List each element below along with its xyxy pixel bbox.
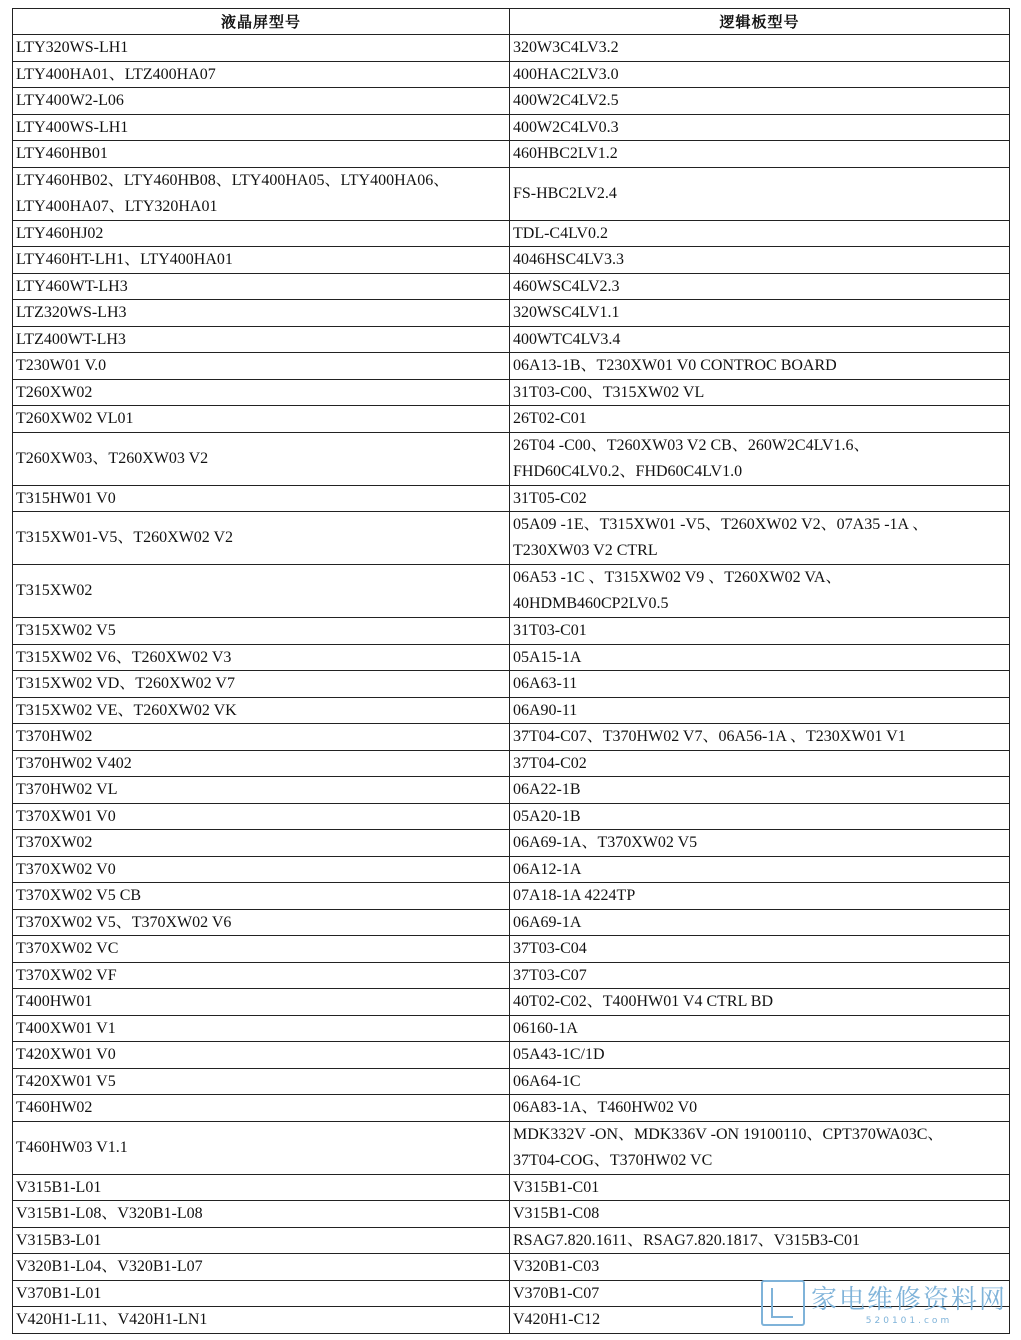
table-row [13, 803, 1010, 830]
panel-model-cell: T370XW02 V0 [13, 856, 510, 883]
board-model-cell: 460WSC4LV2.3 [510, 273, 1010, 300]
board-model-cell: 37T03-C07 [510, 962, 1010, 989]
panel-model-cell: T260XW03、T260XW03 V2 [13, 432, 510, 485]
panel-board-table [12, 8, 1010, 1334]
cell-line: LTY400HA07、LTY320HA01 [16, 197, 218, 215]
board-model-cell: 320WSC4LV1.1 [510, 300, 1010, 327]
table-row [13, 671, 1010, 698]
panel-model-cell: T370XW02 VC [13, 936, 510, 963]
table-row [13, 1042, 1010, 1069]
board-model-cell: 05A20-1B [510, 803, 1010, 830]
cell-line: FHD60C4LV0.2、FHD60C4LV1.0 [513, 462, 743, 480]
table-row [13, 1227, 1010, 1254]
panel-model-cell: T460HW03 V1.1 [13, 1121, 510, 1174]
board-model-cell: 31T03-C01 [510, 618, 1010, 645]
table-row [13, 432, 1010, 485]
board-model-cell: 400WTC4LV3.4 [510, 326, 1010, 353]
panel-model-cell: T315XW02 VE、T260XW02 VK [13, 697, 510, 724]
header-row [13, 9, 1010, 35]
panel-model-cell: T370XW02 [13, 830, 510, 857]
board-model-cell: V315B1-C01 [510, 1174, 1010, 1201]
panel-model-cell: T260XW02 [13, 379, 510, 406]
panel-model-cell: T400XW01 V1 [13, 1015, 510, 1042]
table-row [13, 830, 1010, 857]
table-row [13, 61, 1010, 88]
board-model-cell: 37T03-C04 [510, 936, 1010, 963]
panel-model-cell: LTY460HB01 [13, 141, 510, 168]
board-model-cell: TDL-C4LV0.2 [510, 220, 1010, 247]
panel-model-cell: V315B1-L01 [13, 1174, 510, 1201]
panel-model-cell: T315XW02 [13, 565, 510, 618]
table-row [13, 1201, 1010, 1228]
panel-model-cell: T260XW02 VL01 [13, 406, 510, 433]
panel-model-cell: T315XW02 V5 [13, 618, 510, 645]
board-model-cell: 05A43-1C/1D [510, 1042, 1010, 1069]
panel-model-cell: LTY320WS-LH1 [13, 35, 510, 62]
panel-model-cell [13, 167, 510, 220]
header-panel-model: 液晶屏型号 [13, 9, 510, 35]
panel-model-cell: T315HW01 V0 [13, 485, 510, 512]
panel-model-cell: LTY400HA01、LTZ400HA07 [13, 61, 510, 88]
board-model-cell: 06A63-11 [510, 671, 1010, 698]
panel-model-cell: LTY460HT-LH1、LTY400HA01 [13, 247, 510, 274]
panel-model-cell: T230W01 V.0 [13, 353, 510, 380]
table-row [13, 989, 1010, 1016]
cell-line: 40HDMB460CP2LV0.5 [513, 595, 669, 612]
board-model-cell [510, 565, 1010, 618]
table-row [13, 724, 1010, 751]
panel-model-cell: T400HW01 [13, 989, 510, 1016]
board-model-cell: 06160-1A [510, 1015, 1010, 1042]
watermark-url: 520101.com [865, 1316, 953, 1326]
cell-line: LTY460HB02、LTY460HB08、LTY400HA05、LTY400HA06、 [16, 171, 450, 189]
board-model-cell: 06A12-1A [510, 856, 1010, 883]
table-row [13, 141, 1010, 168]
panel-model-cell: V420H1-L11、V420H1-LN1 [13, 1307, 510, 1334]
panel-model-cell: LTZ400WT-LH3 [13, 326, 510, 353]
board-model-cell [510, 512, 1010, 565]
board-model-cell: 31T03-C00、T315XW02 VL [510, 379, 1010, 406]
table-row [13, 883, 1010, 910]
table-row [13, 777, 1010, 804]
table-row [13, 512, 1010, 565]
table-row [13, 1121, 1010, 1174]
table-row [13, 88, 1010, 115]
board-model-cell: 31T05-C02 [510, 485, 1010, 512]
table-row [13, 35, 1010, 62]
board-model-cell: 05A15-1A [510, 644, 1010, 671]
site-watermark [761, 1279, 1007, 1326]
cell-line: 05A09 -1E、T315XW01 -V5、T260XW02 V2、07A35 -1A 、 [513, 516, 929, 533]
board-model-cell: 460HBC2LV1.2 [510, 141, 1010, 168]
panel-model-cell: T370XW02 V5 CB [13, 883, 510, 910]
board-model-cell: 4046HSC4LV3.3 [510, 247, 1010, 274]
panel-model-cell: T370HW02 V402 [13, 750, 510, 777]
cell-line: 26T04 -C00、T260XW03 V2 CB、260W2C4LV1.6、 [513, 436, 870, 454]
panel-model-cell: LTY400WS-LH1 [13, 114, 510, 141]
panel-model-cell: LTZ320WS-LH3 [13, 300, 510, 327]
panel-model-cell: V320B1-L04、V320B1-L07 [13, 1254, 510, 1281]
board-model-cell: 06A83-1A、T460HW02 V0 [510, 1095, 1010, 1122]
board-model-cell: 06A22-1B [510, 777, 1010, 804]
table-row [13, 1254, 1010, 1281]
board-model-cell [510, 432, 1010, 485]
table-row [13, 962, 1010, 989]
header-board-model: 逻辑板型号 [510, 9, 1010, 35]
board-model-cell: 06A64-1C [510, 1068, 1010, 1095]
table-row [13, 379, 1010, 406]
table-row [13, 485, 1010, 512]
table-row [13, 644, 1010, 671]
board-model-cell: V320B1-C03 [510, 1254, 1010, 1281]
cell-line: 37T04-COG、T370HW02 VC [513, 1151, 713, 1169]
panel-model-cell: V315B1-L08、V320B1-L08 [13, 1201, 510, 1228]
table-row [13, 1174, 1010, 1201]
panel-model-cell: LTY400W2-L06 [13, 88, 510, 115]
panel-model-cell: T370XW02 VF [13, 962, 510, 989]
panel-model-cell: T370XW02 V5、T370XW02 V6 [13, 909, 510, 936]
board-model-cell: 06A90-11 [510, 697, 1010, 724]
panel-model-cell: T370HW02 [13, 724, 510, 751]
panel-model-cell: T460HW02 [13, 1095, 510, 1122]
table-row [13, 406, 1010, 433]
table-row [13, 565, 1010, 618]
table-row [13, 1068, 1010, 1095]
cell-line: MDK332V -ON、MDK336V -ON 19100110、CPT370WA03C、 [513, 1125, 944, 1143]
table-row [13, 300, 1010, 327]
table-row [13, 167, 1010, 220]
panel-model-cell: T315XW02 V6、T260XW02 V3 [13, 644, 510, 671]
board-model-cell: 37T04-C07、T370HW02 V7、06A56-1A 、T230XW01 V1 [510, 724, 1010, 751]
board-model-cell: 400W2C4LV0.3 [510, 114, 1010, 141]
panel-model-cell: T315XW01-V5、T260XW02 V2 [13, 512, 510, 565]
table-row [13, 909, 1010, 936]
panel-model-cell: T370HW02 VL [13, 777, 510, 804]
board-model-cell: 07A18-1A 4224TP [510, 883, 1010, 910]
board-model-cell: 06A13-1B、T230XW01 V0 CONTROC BOARD [510, 353, 1010, 380]
cell-line: 06A53 -1C 、T315XW02 V9 、T260XW02 VA、 [513, 569, 842, 586]
board-model-cell: RSAG7.820.1611、RSAG7.820.1817、V315B3-C01 [510, 1227, 1010, 1254]
table-row [13, 856, 1010, 883]
watermark-title: 家电维修资料网 [810, 1285, 1007, 1315]
table-row [13, 750, 1010, 777]
table-row [13, 697, 1010, 724]
board-model-cell: 06A69-1A、T370XW02 V5 [510, 830, 1010, 857]
panel-model-cell: V315B3-L01 [13, 1227, 510, 1254]
panel-model-cell: V370B1-L01 [13, 1280, 510, 1307]
panel-model-cell: LTY460HJ02 [13, 220, 510, 247]
board-model-cell [510, 1121, 1010, 1174]
table-row [13, 353, 1010, 380]
board-model-cell: 26T02-C01 [510, 406, 1010, 433]
board-model-cell: V315B1-C08 [510, 1201, 1010, 1228]
board-model-cell: FS-HBC2LV2.4 [510, 167, 1010, 220]
table-row [13, 273, 1010, 300]
panel-model-cell: LTY460WT-LH3 [13, 273, 510, 300]
panel-model-cell: T420XW01 V0 [13, 1042, 510, 1069]
board-model-cell: 37T04-C02 [510, 750, 1010, 777]
board-model-cell: 320W3C4LV3.2 [510, 35, 1010, 62]
board-model-cell: 06A69-1A [510, 909, 1010, 936]
panel-model-cell: T370XW01 V0 [13, 803, 510, 830]
table-row [13, 1095, 1010, 1122]
cell-line: T230XW03 V2 CTRL [513, 542, 658, 559]
table-row [13, 936, 1010, 963]
table-row [13, 618, 1010, 645]
table-row [13, 1015, 1010, 1042]
panel-model-cell: T315XW02 VD、T260XW02 V7 [13, 671, 510, 698]
table-row [13, 326, 1010, 353]
panel-model-cell: T420XW01 V5 [13, 1068, 510, 1095]
book-logo-icon [761, 1280, 805, 1326]
board-model-cell: V370B1-C07 [510, 1280, 1010, 1307]
board-model-cell: 400W2C4LV2.5 [510, 88, 1010, 115]
table-row [13, 247, 1010, 274]
table-row [13, 114, 1010, 141]
board-model-cell: 40T02-C02、T400HW01 V4 CTRL BD [510, 989, 1010, 1016]
board-model-cell: V420H1-C12 [510, 1307, 1010, 1334]
table-row [13, 220, 1010, 247]
board-model-cell: 400HAC2LV3.0 [510, 61, 1010, 88]
